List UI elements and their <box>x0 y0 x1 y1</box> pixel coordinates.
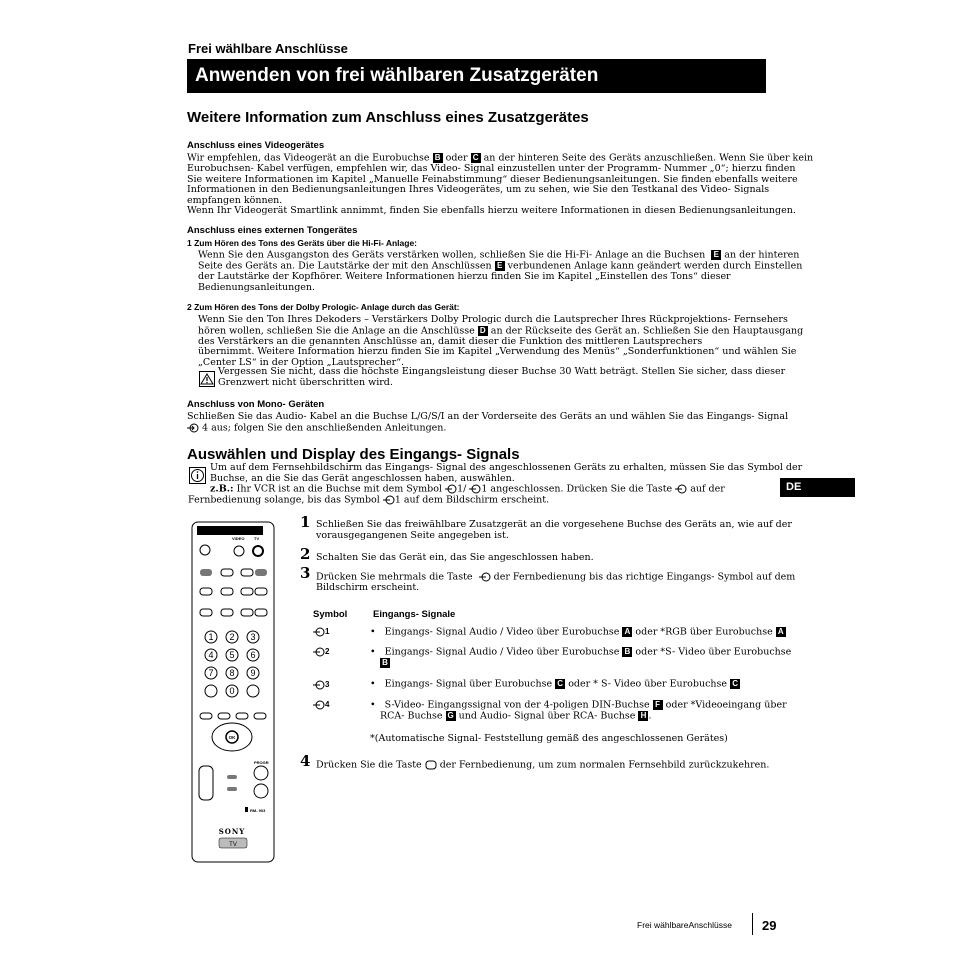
remote-tv-badge: TV <box>229 842 237 848</box>
step-3-number: 3 <box>300 564 311 582</box>
item1-heading: 1 Zum Hören des Tons des Geräts über die Hi-Fi- Anlage: <box>187 238 418 248</box>
table-footnote: *(Automatische Signal- Feststellung gemäß des angeschlossenen Gerätes) <box>370 733 728 744</box>
remote-tv-label: TV <box>254 536 260 541</box>
input-button-icon <box>479 572 491 582</box>
step-4-number: 4 <box>300 752 311 770</box>
signal-row-1: • Eingangs- Signal Audio / Video über Eurobuchse A oder *RGB über Eurobuchse A <box>370 627 770 638</box>
step-4-text: Drücken Sie die Taste der Fernbedienung, um zum normalen Fernsehbild zurückzukehren. <box>316 759 770 771</box>
remote-key-5: 5 <box>229 650 235 660</box>
remote-key-7: 7 <box>208 668 214 678</box>
section2-heading: Auswählen und Display des Eingangs- Signals <box>187 446 520 463</box>
jack-e-badge: E <box>711 250 721 260</box>
tv-button-icon <box>425 760 437 770</box>
step-3-text: Drücken Sie mehrmals die Taste der Fernbedienung bis das richtige Eingangs- Symbol auf dem Bildschirm erscheint. <box>316 571 796 593</box>
footer-section-label: Frei wählbareAnschlüsse <box>637 920 732 930</box>
remote-key-0: 0 <box>229 686 235 696</box>
step-2-number: 2 <box>300 545 311 563</box>
input-icon <box>313 700 325 710</box>
remote-key-4: 4 <box>208 650 214 660</box>
table-row: 3 <box>313 680 329 690</box>
table-row: 2 <box>313 647 329 657</box>
table-header-symbol: Symbol <box>313 609 348 620</box>
warning-text: Vergessen Sie nicht, dass die höchste Eingangsleistung dieser Buchse 30 Watt beträgt. Stellen Sie sicher, dass dieser Grenzwert nicht überschritten wird. <box>218 366 786 388</box>
remote-key-1: 1 <box>208 632 214 642</box>
remote-key-2: 2 <box>229 632 235 642</box>
signal-row-2: • Eingangs- Signal Audio / Video über Eurobuchse B oder *S- Video über Eurobuchse B <box>370 646 792 667</box>
step-1-number: 1 <box>300 513 311 531</box>
item2-heading: 2 Zum Hören des Tons der Dolby Prologic- Anlage durch das Gerät: <box>187 302 460 312</box>
input-icon <box>313 647 325 657</box>
input-button-icon <box>675 484 687 494</box>
item1-paragraph: Wenn Sie den Ausgangston des Geräts verstärken wollen, schließen Sie die Hi-Fi- Anlage an die Buchsen E an der hinteren Seite des Geräts an. Die Lautstärke der mit den Anschlüssen E verbundenen Anlage kann geändert werden durch Einstellen der Lautstärke der Kopfhörer. Weitere Informationen hierzu finden Sie im Kapitel „Einstellen des Tons“ dieser Bedienungsanleitungen. <box>198 249 803 293</box>
table-header-signals: Eingangs- Signale <box>373 609 456 620</box>
video-heading: Anschluss eines Videogerätes <box>187 140 325 151</box>
language-tab: DE <box>780 478 855 497</box>
remote-brand: SONY <box>218 827 246 836</box>
table-row: 1 <box>313 627 329 637</box>
remote-control-illustration <box>191 521 275 863</box>
info-icon <box>189 467 206 484</box>
input-icon <box>469 484 481 494</box>
jack-c-badge: C <box>471 153 481 163</box>
footer-divider <box>752 913 753 935</box>
section1-heading: Weitere Information zum Anschluss eines Zusatzgerätes <box>187 109 589 126</box>
remote-video-label: VIDEO <box>232 536 245 541</box>
remote-key-6: 6 <box>250 650 256 660</box>
remote-ok-label: OK <box>228 735 236 740</box>
input-icon <box>445 484 457 494</box>
warning-icon <box>199 371 215 387</box>
signal-row-3: • Eingangs- Signal über Eurobuchse C oder * S- Video über Eurobuchse C <box>370 679 770 690</box>
table-row: 4 <box>313 700 329 710</box>
section2-intro: Um auf dem Fernsehbildschirm das Eingangs- Signal des angeschlossenen Geräts zu erhalten, müssen Sie das Symbol der Buchse, an die Sie das Gerät angeschlossen haben, auswählen. z.B.: Ihr VCR ist an die Buchse mit dem Symbol 1/ 1 angeschlossen. Drücken Sie die Taste auf der Fernbedienung solange, bis das Symbol 1 auf dem Bildschirm erscheint. <box>188 462 803 506</box>
jack-d-badge: D <box>478 326 488 336</box>
remote-key-8: 8 <box>229 668 235 678</box>
signal-row-4: • S-Video- Eingangssignal von der 4-poligen DIN-Buchse F oder *Videoeingang über RCA- Buchse G und Audio- Signal über RCA- Buchse H . <box>370 699 787 722</box>
remote-model-label: RM- 903 <box>250 808 266 813</box>
section-label: Frei wählbare Anschlüsse <box>188 41 348 56</box>
page-title: Anwenden von frei wählbaren Zusatzgeräten <box>187 59 766 93</box>
video-paragraph: Wir empfehlen, das Videogerät an die Eurobuchse B oder C an der hinteren Seite des Geräts anzuschließen. Wenn Sie über kein Eurobuchsen- Kabel verfügen, empfehlen wir, das Video- Signal einzustellen unter der Programm- Nummer „0“; hierzu finden Sie weitere Informationen im Kapitel „Manuelle Feinabstimmung“ dieser Bedienungsanleitungen. Sie finden ebenfalls weitere Informationen in den Bedienungsanleitungen Ihres Videogerätes, um zu sehen, wie Sie den Testkanal des Video- Signals empfangen können. Wenn Ihr Videogerät Smartlink annimmt, finden Sie ebenfalls hierzu weitere Informationen in diesen Bedienungsanleitungen. <box>187 152 814 216</box>
input-icon <box>313 627 325 637</box>
jack-b-badge: B <box>433 153 443 163</box>
item2-paragraph: Wenn Sie den Ton Ihres Dekoders – Verstärkers Dolby Prologic durch die Lautsprecher Ihres Rückprojektions- Fernsehers hören wollen, schließen Sie die Anlage an die Anschlüsse D an der Rückseite des Gerät an. Schließen Sie den Hauptausgang des Verstärkers an die genannten Anschlüsse an, damit dieser die Funktion des mittleren Lautsprechers übernimmt. Weitere Information hierzu finden Sie im Kapitel „Verwendung des Menüs“ „Sonderfunktionen“ und wählen Sie „Center LS“ in der Option „Lautsprecher“. <box>198 314 804 368</box>
input-icon <box>313 680 325 690</box>
external-heading: Anschluss eines externen Tongerätes <box>187 225 358 236</box>
mono-heading: Anschluss von Mono- Geräten <box>187 399 325 410</box>
step-2-text: Schalten Sie das Gerät ein, das Sie angeschlossen haben. <box>316 552 594 563</box>
input-icon <box>383 495 395 505</box>
remote-key-9: 9 <box>250 668 256 678</box>
page-number: 29 <box>762 918 777 933</box>
remote-key-3: 3 <box>250 632 256 642</box>
jack-e-badge: E <box>495 261 505 271</box>
input-icon <box>187 423 199 433</box>
mono-paragraph: Schließen Sie das Audio- Kabel an die Buchse L/G/S/I an der Vorderseite des Geräts an und wählen Sie das Eingangs- Signal 4 aus; folgen Sie den anschließenden Anleitungen. <box>187 411 789 433</box>
step-1-text: Schließen Sie das freiwählbare Zusatzgerät an die vorgesehene Buchse des Geräts an, wie auf der vorausgegangenen Seite angegeben ist. <box>316 519 792 541</box>
remote-progr-label: PROGR <box>254 760 269 765</box>
